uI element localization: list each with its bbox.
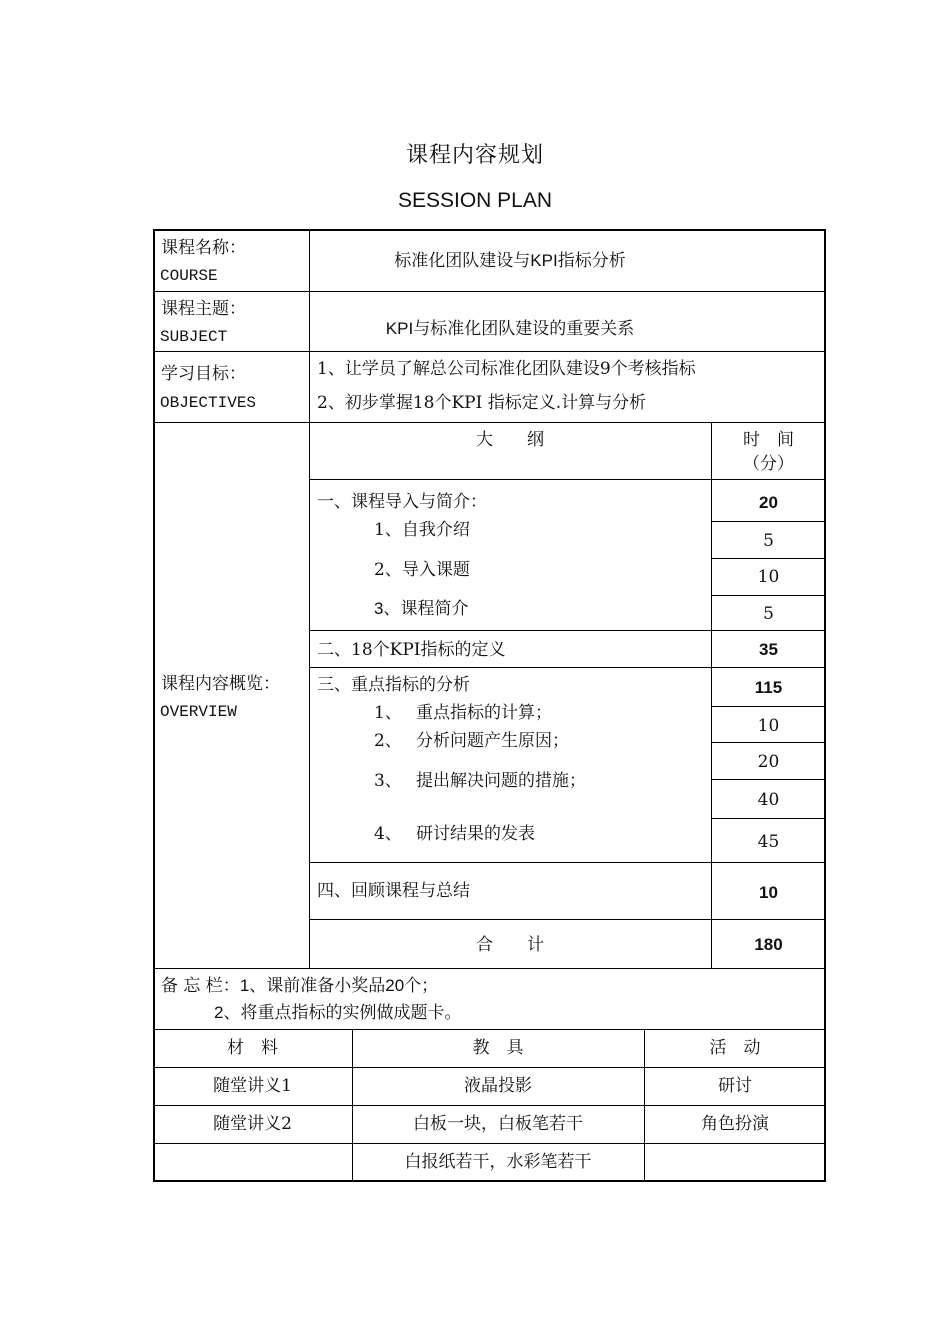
item-number: 4、 bbox=[374, 824, 402, 844]
time-unit-header: （分） bbox=[743, 454, 794, 474]
row-divider bbox=[153, 1067, 826, 1068]
memo-label: 备 忘 栏： bbox=[161, 976, 240, 996]
total-label: 合 计 bbox=[476, 935, 544, 955]
row-divider bbox=[153, 351, 826, 352]
course-label: 课程名称： bbox=[161, 238, 246, 258]
item-text: 自我介绍 bbox=[401, 520, 470, 540]
row-divider bbox=[711, 779, 826, 780]
outline-item bbox=[374, 731, 569, 751]
item-time: 5 bbox=[763, 531, 774, 551]
row-divider bbox=[153, 1029, 826, 1030]
item-time: 10 bbox=[757, 716, 780, 736]
item-number: 3、 bbox=[374, 599, 401, 618]
row-divider bbox=[711, 595, 826, 596]
page-title: 课程内容规划 bbox=[405, 143, 544, 168]
section-title: 一、课程导入与简介： bbox=[317, 492, 487, 512]
row-divider bbox=[153, 291, 826, 292]
item-text: 分析问题产生原因； bbox=[416, 731, 569, 751]
table-cell: 白板一块，白板笔若干 bbox=[413, 1114, 583, 1134]
table-cell: 随堂讲义2 bbox=[213, 1114, 292, 1134]
row-divider bbox=[153, 1143, 826, 1144]
section-time: 115 bbox=[754, 678, 783, 697]
item-text: 导入课题 bbox=[401, 560, 470, 579]
row-divider bbox=[309, 862, 826, 863]
row-divider bbox=[711, 558, 826, 559]
item-text: 提出解决问题的措施； bbox=[416, 771, 586, 790]
section-title: 二、18个KPI指标的定义 bbox=[317, 640, 506, 660]
section-time: 10 bbox=[759, 883, 778, 902]
item-text: 课程简介 bbox=[400, 599, 469, 619]
subject-label: 课程主题： bbox=[161, 299, 246, 319]
objectives-label: 学习目标： bbox=[161, 364, 246, 384]
total-time: 180 bbox=[754, 935, 783, 954]
outline-item bbox=[374, 560, 470, 580]
item-number: 3、 bbox=[374, 771, 402, 791]
item-time: 10 bbox=[757, 567, 780, 587]
row-divider bbox=[711, 521, 826, 522]
course-label-en: COURSE bbox=[160, 267, 218, 285]
section-title: 三、重点指标的分析 bbox=[317, 675, 470, 695]
memo-text: 1、课前准备小奖品20个； bbox=[239, 976, 439, 995]
memo-line bbox=[161, 976, 438, 996]
row-divider bbox=[711, 818, 826, 819]
outline-item bbox=[374, 703, 552, 723]
row-divider bbox=[309, 667, 826, 668]
row-divider bbox=[309, 919, 826, 920]
item-number: 2、 bbox=[374, 560, 402, 580]
objectives-label-en: OBJECTIVES bbox=[160, 394, 257, 412]
overview-label-en: OVERVIEW bbox=[160, 703, 237, 721]
item-number: 1、 bbox=[374, 520, 402, 540]
overview-label: 课程内容概览： bbox=[161, 674, 280, 694]
row-divider bbox=[309, 479, 826, 480]
item-number: 2、 bbox=[374, 731, 402, 751]
item-text: 研讨结果的发表 bbox=[416, 824, 535, 843]
memo-line: 2、将重点指标的实例做成题卡。 bbox=[214, 1003, 462, 1022]
objective-item: 1、让学员了解总公司标准化团队建设9个考核指标 bbox=[317, 359, 696, 379]
item-time: 20 bbox=[757, 752, 780, 772]
row-divider bbox=[711, 742, 826, 743]
table-cell: 白报纸若干，水彩笔若干 bbox=[404, 1152, 592, 1172]
item-time: 40 bbox=[757, 790, 780, 810]
item-number: 1、 bbox=[374, 703, 402, 723]
subject-label-en: SUBJECT bbox=[160, 328, 228, 346]
objective-item: 2、初步掌握18个KPI 指标定义.计算与分析 bbox=[317, 393, 647, 413]
item-time: 45 bbox=[757, 832, 780, 852]
section-title: 四、回顾课程与总结 bbox=[317, 881, 470, 900]
table-cell: 角色扮演 bbox=[701, 1114, 769, 1134]
section-time: 20 bbox=[759, 493, 778, 512]
table-cell: 随堂讲义1 bbox=[213, 1076, 292, 1096]
course-name: 标准化团队建设与KPI指标分析 bbox=[394, 251, 626, 270]
page-subtitle: SESSION PLAN bbox=[397, 189, 553, 212]
activity-header: 活 动 bbox=[709, 1038, 761, 1058]
outline-item bbox=[374, 771, 586, 791]
row-divider bbox=[711, 706, 826, 707]
row-divider bbox=[153, 1105, 826, 1106]
tools-header: 教 具 bbox=[472, 1038, 524, 1058]
row-divider bbox=[309, 630, 826, 631]
time-header: 时 间 bbox=[743, 430, 794, 450]
section-time: 35 bbox=[759, 640, 778, 659]
row-divider bbox=[153, 422, 826, 423]
item-text: 重点指标的计算； bbox=[416, 703, 552, 723]
outline-item bbox=[374, 824, 535, 844]
table-cell: 研讨 bbox=[718, 1076, 752, 1096]
item-time: 5 bbox=[763, 604, 774, 624]
outline-header: 大 纲 bbox=[476, 430, 544, 450]
materials-header: 材 料 bbox=[227, 1038, 278, 1058]
table-cell: 液晶投影 bbox=[464, 1076, 532, 1096]
col-divider bbox=[309, 229, 310, 968]
outline-item bbox=[374, 599, 468, 619]
outline-item bbox=[374, 520, 470, 540]
row-divider bbox=[153, 968, 826, 969]
subject-value: KPI与标准化团队建设的重要关系 bbox=[385, 319, 635, 338]
